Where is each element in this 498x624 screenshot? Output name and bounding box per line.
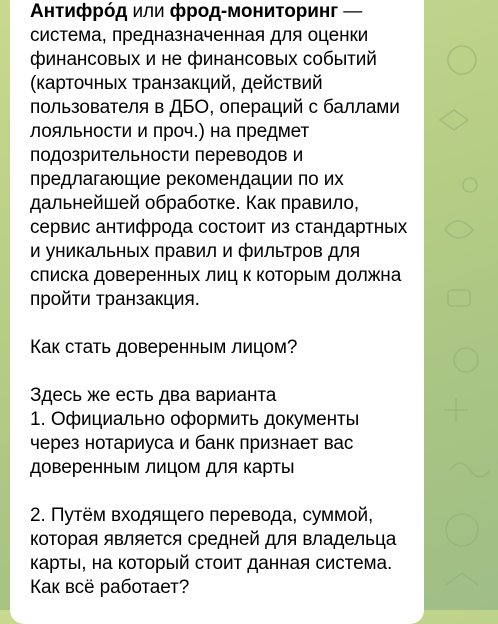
option-1: 1. Официально оформить документы через нотариуса и банк признает вас доверенным лицом для карты <box>30 409 365 478</box>
question-text: Как стать доверенным лицом? <box>30 337 298 358</box>
term-joiner: или <box>127 1 170 22</box>
term-fraud-monitoring: фрод-мониторинг <box>169 1 339 22</box>
option-2: 2. Путём входящего перевода, суммой, которая является средней для владельца карты, на который стоит данная система. Как всё работает? <box>30 505 402 598</box>
message-text <box>30 0 412 600</box>
definition-text: — система, предназначенная для оценки финансовых и не финансовых событий (карточных транзакций, действий пользователя в ДБО, операций с баллами лояльности и проч.) на предмет подозрительности переводов и предлагающие рекомендации по их дальнейшей обработке. Как правило, сервис антифрода состоит из стандартных и уникальных правил и фильтров для списка доверенных лиц к которым должна пройти транзакция. <box>30 1 413 310</box>
message-bubble <box>10 0 424 624</box>
options-intro: Здесь же есть два варианта <box>30 385 277 406</box>
term-antifraud: Антифро́д <box>30 1 128 22</box>
